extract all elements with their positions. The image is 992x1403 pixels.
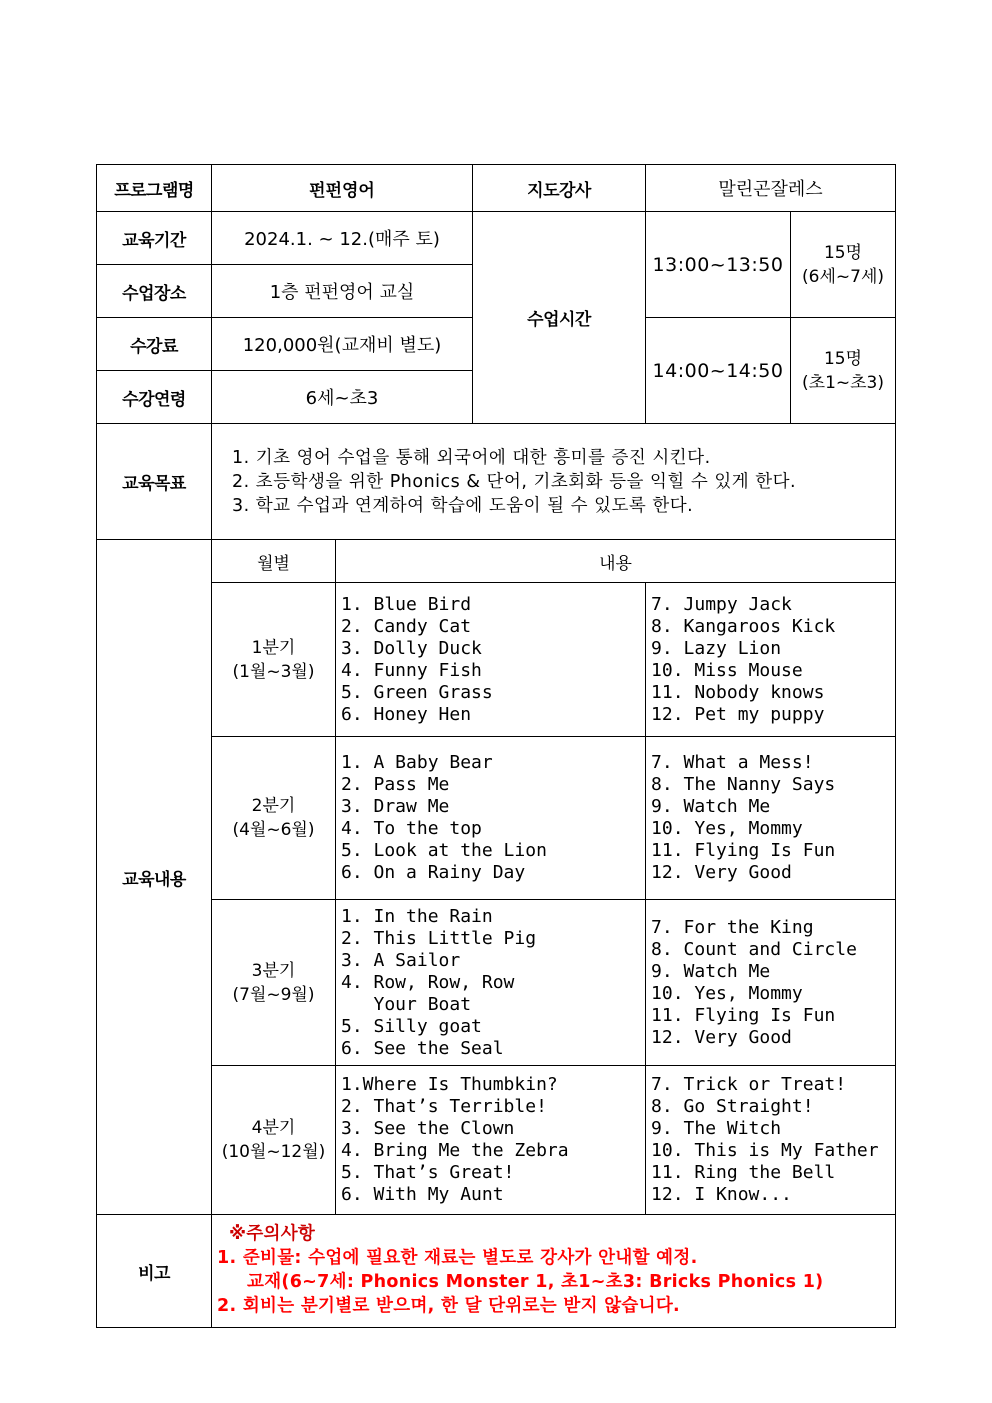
session-2-capacity (791, 318, 896, 424)
song-item: 7. For the King (651, 916, 814, 938)
goals-label: 교육목표 (97, 424, 212, 540)
quarter-months: (1월~3월) (232, 661, 315, 682)
song-item: 1. In the Rain (341, 905, 493, 927)
song-item: 10. Miss Mouse (651, 659, 803, 681)
instructor-value: 말린곤잘레스 (646, 165, 896, 212)
quarter-2-cell (212, 737, 336, 900)
quarter-4-songs-right (646, 1066, 896, 1215)
song-item: 8. Count and Circle (651, 938, 857, 960)
quarter-3-songs-left (336, 900, 646, 1066)
warning-line: 1. 준비물: 수업에 필요한 재료는 별도로 강사가 안내할 예정. (217, 1248, 698, 1268)
song-item: 6. With My Aunt (341, 1184, 504, 1205)
song-item: 3. Dolly Duck (341, 637, 482, 659)
song-item: 9. The Witch (651, 1118, 782, 1139)
song-item: 10. This is My Father (651, 1140, 879, 1161)
remarks-label: 비고 (97, 1215, 212, 1328)
song-item: 6. See the Seal (341, 1037, 504, 1059)
quarter-3-songs-right (646, 900, 896, 1066)
session-1-time: 13:00~13:50 (646, 212, 791, 318)
song-item: 7. What a Mess! (651, 752, 814, 773)
quarter-name: 2분기 (251, 796, 296, 816)
quarter-4-songs-left (336, 1066, 646, 1215)
session-2-group: (초1~초3) (802, 372, 885, 393)
session-2-count: 15명 (823, 348, 863, 369)
song-item: 10. Yes, Mommy (651, 818, 803, 839)
song-item: 11. Ring the Bell (651, 1162, 836, 1183)
song-item: 1. A Baby Bear (341, 752, 493, 773)
quarter-1-cell (212, 583, 336, 737)
song-item: 6. On a Rainy Day (341, 862, 526, 883)
quarter-4-cell (212, 1066, 336, 1215)
song-item: 2. Pass Me (341, 774, 450, 795)
song-item: 2. That’s Terrible! (341, 1096, 547, 1117)
song-item: Your Boat (341, 993, 472, 1015)
song-item: 3. Draw Me (341, 796, 450, 817)
song-item: 5. That’s Great! (341, 1162, 515, 1183)
song-item: 12. I Know... (651, 1184, 792, 1205)
goal-item: 2. 초등학생을 위한 Phonics & 단어, 기초회화 등을 익힐 수 있게 한다. (232, 471, 797, 492)
song-item: 5. Silly goat (341, 1015, 482, 1037)
song-item: 8. Kangaroos Kick (651, 615, 836, 637)
quarter-name: 3분기 (251, 960, 296, 981)
song-item: 8. Go Straight! (651, 1096, 814, 1117)
remarks-content (212, 1215, 896, 1328)
content-label: 교육내용 (97, 540, 212, 1215)
song-item: 1.Where Is Thumbkin? (341, 1074, 558, 1095)
warning-line: 교재(6~7세: Phonics Monster 1, 초1~초3: Bricks Phonics 1) (247, 1272, 824, 1292)
song-item: 2. This Little Pig (341, 927, 537, 949)
quarter-1-songs-left (336, 583, 646, 737)
quarter-months: (4월~6월) (232, 820, 315, 840)
song-item: 4. Bring Me the Zebra (341, 1140, 569, 1161)
goal-item: 1. 기초 영어 수업을 통해 외국어에 대한 흥미를 증진 시킨다. (232, 447, 711, 468)
session-2-time: 14:00~14:50 (646, 318, 791, 424)
song-item: 11. Flying Is Fun (651, 840, 836, 861)
quarter-3-cell (212, 900, 336, 1066)
song-item: 1. Blue Bird (341, 593, 472, 615)
song-item: 9. Lazy Lion (651, 637, 782, 659)
program-name-label: 프로그램명 (97, 165, 212, 212)
song-item: 4. To the top (341, 818, 482, 839)
song-item: 6. Honey Hen (341, 703, 472, 725)
quarter-name: 4분기 (251, 1118, 296, 1138)
quarter-2-songs-left (336, 737, 646, 900)
song-item: 12. Very Good (651, 1026, 792, 1048)
session-1-count: 15명 (823, 242, 863, 263)
program-info-table (96, 164, 896, 1328)
quarter-months: (10월~12월) (221, 1142, 326, 1162)
song-item: 5. Look at the Lion (341, 840, 547, 861)
song-item: 11. Flying Is Fun (651, 1004, 836, 1026)
content-header: 내용 (336, 540, 896, 583)
goal-item: 3. 학교 수업과 연계하여 학습에 도움이 될 수 있도록 한다. (232, 495, 694, 516)
song-item: 4. Funny Fish (341, 659, 482, 681)
fee-label: 수강료 (97, 318, 212, 371)
warning-line: 2. 회비는 분기별로 받으며, 한 달 단위로는 받지 않습니다. (217, 1296, 680, 1316)
quarter-months: (7월~9월) (232, 984, 315, 1005)
place-label: 수업장소 (97, 265, 212, 318)
session-1-group: (6세~7세) (802, 266, 885, 287)
song-item: 10. Yes, Mommy (651, 982, 803, 1004)
program-name-value: 펀펀영어 (212, 165, 473, 212)
quarter-2-songs-right (646, 737, 896, 900)
warning-title: ※주의사항 (229, 1224, 316, 1244)
period-value: 2024.1. ~ 12.(매주 토) (212, 212, 473, 265)
place-value: 1층 펀펀영어 교실 (212, 265, 473, 318)
song-item: 12. Very Good (651, 862, 792, 883)
song-item: 4. Row, Row, Row (341, 971, 515, 993)
song-item: 9. Watch Me (651, 796, 771, 817)
song-item: 3. A Sailor (341, 949, 461, 971)
song-item: 7. Trick or Treat! (651, 1074, 847, 1095)
song-item: 5. Green Grass (341, 681, 493, 703)
class-time-label: 수업시간 (473, 212, 646, 424)
period-label: 교육기간 (97, 212, 212, 265)
month-header: 월별 (212, 540, 336, 583)
instructor-label: 지도강사 (473, 165, 646, 212)
age-value: 6세~초3 (212, 371, 473, 424)
song-item: 2. Candy Cat (341, 615, 472, 637)
session-1-capacity (791, 212, 896, 318)
song-item: 11. Nobody knows (651, 681, 825, 703)
goals-list (212, 424, 896, 540)
song-item: 9. Watch Me (651, 960, 771, 982)
song-item: 8. The Nanny Says (651, 774, 836, 795)
song-item: 3. See the Clown (341, 1118, 515, 1139)
age-label: 수강연령 (97, 371, 212, 424)
song-item: 7. Jumpy Jack (651, 593, 792, 615)
quarter-name: 1분기 (251, 637, 296, 658)
fee-value: 120,000원(교재비 별도) (212, 318, 473, 371)
quarter-1-songs-right (646, 583, 896, 737)
song-item: 12. Pet my puppy (651, 703, 825, 725)
